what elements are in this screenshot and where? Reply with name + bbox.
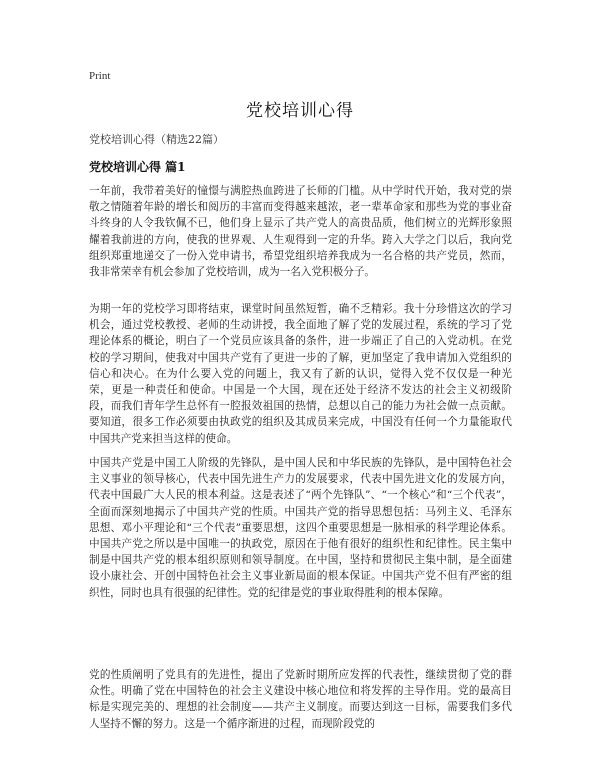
section-heading: 党校培训心得 篇1 [89,160,186,174]
document-title: 党校培训心得 [246,101,354,121]
paragraph-2: 为期一年的党校学习即将结束，课堂时间虽然短暂，确不乏精彩。我十分珍惜这次的学习机会，通过党校教授、老师的生动讲授，我全面地了解了党的发展过程，系统的学习了党理论体系的概论，明白了一个党员应该具备的条件，进一步端正了自己的入党动机。在党校的学习期间，使我对中国共产党有了更进一步的了解，更加坚定了我申请加入党组织的信心和决心。在为什么要入党的问题上，我又有了新的认识，觉得入党不仅仅是一种光荣，更是一种责任和使命。中国是一个大国，现在还处于经济不发达的社会主义初级阶段，而我们青年学生总怀有一腔报效祖国的热情，总想以自己的能力为社会做一点贡献。要知道，很多工作必须要由执政党的组织及其成员来完成，中国没有任何一个力量能取代中国共产党来担当这样的使命。 [89,303,512,445]
print-label: Print [89,70,111,82]
paragraph-1: 一年前，我带着美好的憧憬与满腔热血跨进了长师的门槛。从中学时代开始，我对党的崇敬之情随着年龄的增长和阅历的丰富而变得越来越浓，老一辈革命家和那些为党的事业奋斗终身的人令我钦佩不已，他们身上显示了共产党人的高贵品质，他们树立的光辉形象照耀着我前进的方向，使我的世界观、人生观得到一定的升华。跨入大学之门以后，我向党组织郑重地递交了一份入党申请书，希望党组织培养我成为一名合格的共产党员，然而，我非常荣幸有机会参加了党校培训，成为一名入党积极分子。 [89,185,512,279]
paragraph-3: 中国共产党是中国工人阶级的先锋队，是中国人民和中华民族的先锋队，是中国特色社会主义事业的领导核心，代表中国先进生产力的发展要求，代表中国先进文化的发展方向，代表中国最广大人民的根本利益。这是表述了“两个先锋队”、“一个核心”和“三个代表”，全面而深刻地揭示了中国共产党的性质。中国共产党的指导思想包括：马列主义、毛泽东思想、邓小平理论和“三个代表”重要思想，这四个重要思想是一脉相承的科学理论体系。中国共产党之所以是中国唯一的执政党，原因在于他有很好的组织性和纪律性。民主集中制是中国共产党的根本组织原则和领导制度。在中国，坚持和贯彻民主集中制，是全面建设小康社会、开创中国特色社会主义事业新局面的根本保证。中国共产党不但有严密的组织性，同时也具有很强的纪律性。党的纪律是党的事业取得胜利的根本保障。 [89,457,512,599]
paragraph-4: 党的性质阐明了党具有的先进性，提出了党新时期所应发挥的代表性，继续贯彻了党的群众性。明确了党在中国特色的社会主义建设中核心地位和将发挥的主导作用。党的最高目标是实现完美的、理想的社会制度——共产主义制度。而要达到这一目标，需要我们多代人坚持不懈的努力。这是一个循序渐进的过程，而现阶段党的 [89,669,512,730]
document-subtitle: 党校培训心得（精选22篇） [89,133,224,146]
